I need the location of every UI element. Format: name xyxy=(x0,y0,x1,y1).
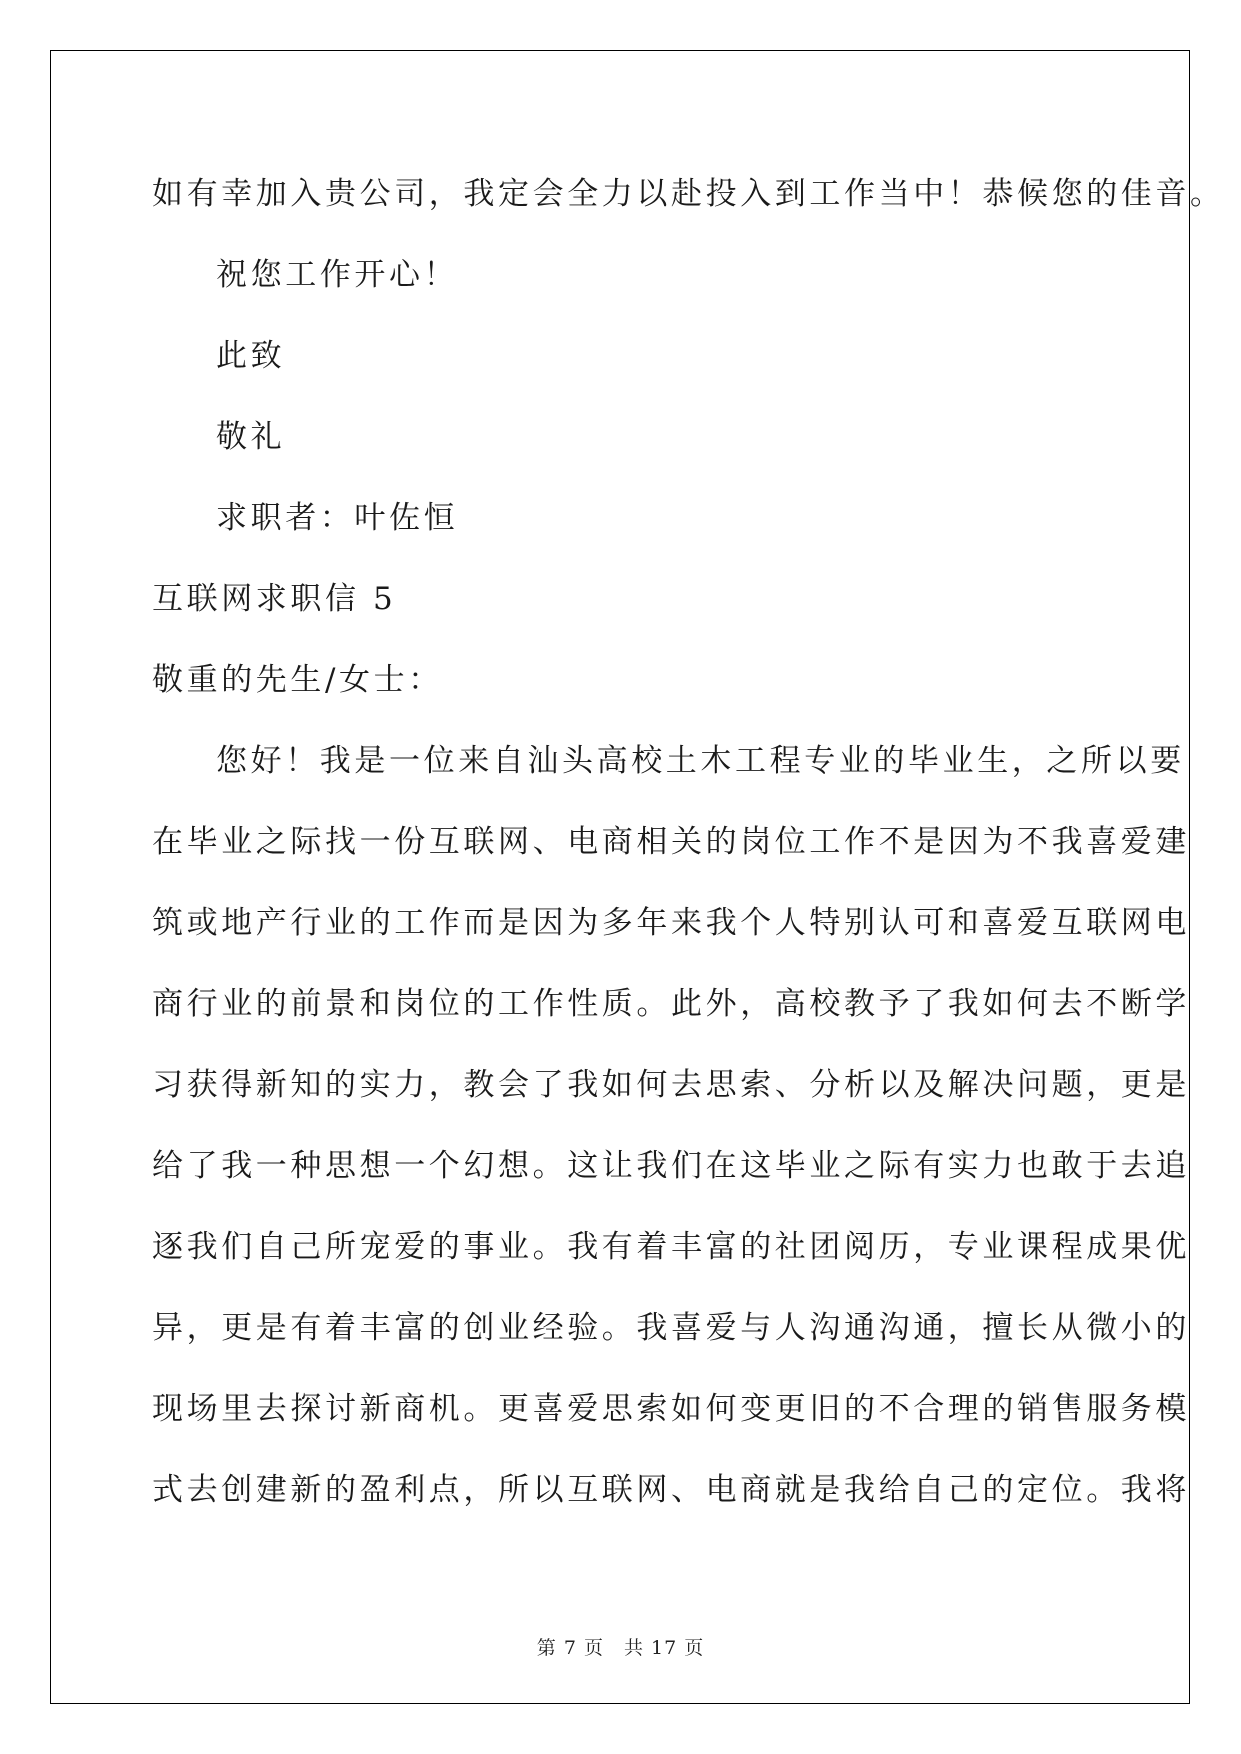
text-line: 式去创建新的盈利点，所以互联网、电商就是我给自己的定位。我将 xyxy=(152,1472,1190,1508)
text-line: 求职者：叶佐恒 xyxy=(216,500,459,536)
text-line: 异，更是有着丰富的创业经验。我喜爱与人沟通沟通，擅长从微小的 xyxy=(152,1310,1190,1346)
text-line: 给了我一种思想一个幻想。这让我们在这毕业之际有实力也敢于去追 xyxy=(152,1148,1190,1184)
text-line: 如有幸加入贵公司，我定会全力以赴投入到工作当中！恭候您的佳音。 xyxy=(152,176,1225,212)
text-line: 敬重的先生/女士： xyxy=(152,662,443,698)
text-line: 互联网求职信 5 xyxy=(152,581,397,617)
text-line: 现场里去探讨新商机。更喜爱思索如何变更旧的不合理的销售服务模 xyxy=(152,1391,1190,1427)
page-number-total: 共 17 页 xyxy=(623,1637,705,1659)
text-line: 习获得新知的实力，教会了我如何去思索、分析以及解决问题，更是 xyxy=(152,1067,1190,1103)
text-line: 商行业的前景和岗位的工作性质。此外，高校教予了我如何去不断学 xyxy=(152,986,1190,1022)
text-line: 此致 xyxy=(216,338,286,374)
text-line: 您好！我是一位来自汕头高校土木工程专业的毕业生，之所以要 xyxy=(216,743,1185,779)
page-footer xyxy=(0,1633,1241,1660)
text-line: 敬礼 xyxy=(216,419,286,455)
page-number-current: 第 7 页 xyxy=(536,1637,604,1659)
document-body xyxy=(152,165,1225,1542)
text-line: 在毕业之际找一份互联网、电商相关的岗位工作不是因为不我喜爱建 xyxy=(152,824,1190,860)
text-line: 筑或地产行业的工作而是因为多年来我个人特别认可和喜爱互联网电 xyxy=(152,905,1190,941)
text-line: 祝您工作开心！ xyxy=(216,257,459,293)
text-line: 逐我们自己所宠爱的事业。我有着丰富的社团阅历，专业课程成果优 xyxy=(152,1229,1190,1265)
